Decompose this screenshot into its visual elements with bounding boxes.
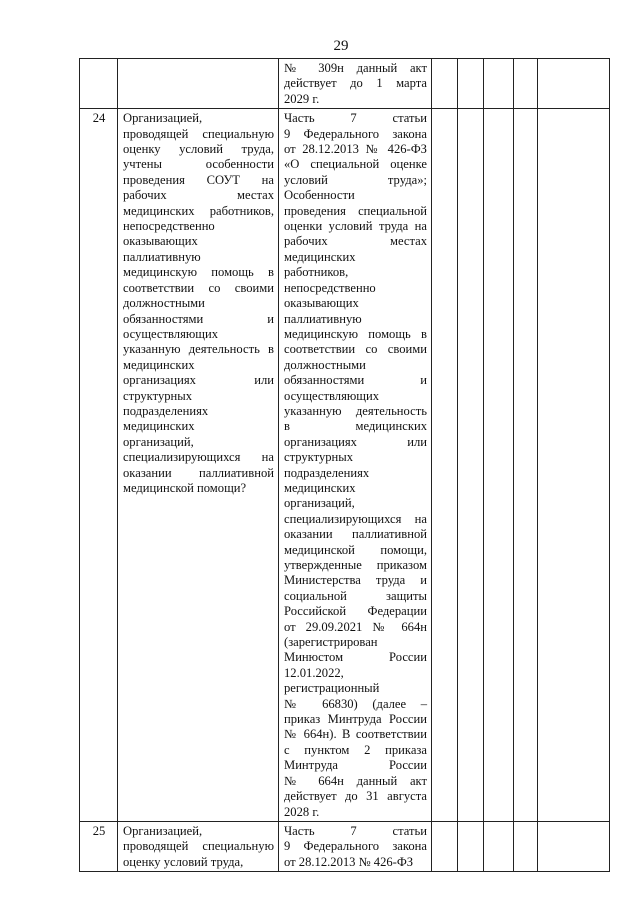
legal-reference-line: от 29.09.2021 № 664н — [284, 619, 427, 634]
legal-reference-line: оказывающих — [284, 296, 359, 311]
question-text-line: указанную деятельность в — [123, 342, 274, 357]
legal-reference-line: Особенности — [284, 188, 355, 203]
question-text — [118, 59, 279, 109]
legal-reference-line: с пунктом 2 приказа — [284, 742, 427, 757]
question-text — [118, 821, 279, 871]
question-text-line: организациях или — [123, 373, 274, 388]
answer-cell — [514, 59, 538, 109]
answer-cell — [432, 59, 458, 109]
answer-cell — [514, 821, 538, 871]
question-text-line: оценку условий труда, — [123, 142, 274, 157]
question-text-line: проводящей специальную — [123, 126, 274, 141]
answer-cell — [514, 109, 538, 822]
answer-cell — [484, 59, 514, 109]
row-number: 24 — [80, 109, 118, 822]
legal-reference-line: Часть 7 статьи — [284, 823, 427, 838]
question-text-line: специализирующихся на — [123, 450, 274, 465]
question-text-line: осуществляющих — [123, 326, 219, 341]
question-text-line: соответствии со своими — [123, 280, 274, 295]
legal-reference-line: непосредственно — [284, 280, 376, 295]
answer-cell — [484, 109, 514, 822]
page-number: 29 — [333, 38, 349, 54]
question-text-line: должностными — [123, 296, 205, 311]
legal-reference-line: паллиативную — [284, 311, 362, 326]
legal-reference-line: медицинской помощи, — [284, 542, 427, 557]
legal-reference-line: рабочих местах — [284, 234, 427, 249]
legal-reference-line: № 664н). В соответствии — [284, 727, 427, 742]
legal-reference-line: (зарегистрирован — [284, 635, 378, 650]
question-text-line: проведения СОУТ на — [123, 172, 274, 187]
question-text — [118, 109, 279, 822]
question-text-line: рабочих местах — [123, 188, 274, 203]
answer-cell — [432, 821, 458, 871]
question-text-line: проводящей специальную — [123, 839, 274, 854]
legal-reference-line: в медицинских — [284, 419, 427, 434]
legal-reference-line: № 66830) (далее – — [284, 696, 427, 711]
question-text-line: паллиативную — [123, 249, 201, 264]
legal-reference-line: Министерства труда и — [284, 573, 427, 588]
question-text-line: медицинской помощи? — [123, 480, 247, 495]
legal-reference-line: от 28.12.2013 № 426-ФЗ — [284, 142, 427, 157]
legal-reference-line: медицинскую помощь в — [284, 326, 427, 341]
legal-reference-line: 12.01.2022, — [284, 665, 344, 680]
question-text-line: медицинских — [123, 357, 195, 372]
legal-reference-line: 9 Федерального закона — [284, 839, 427, 854]
legal-reference-line: проведения специальной — [284, 203, 427, 218]
legal-reference-line: от 28.12.2013 № 426-ФЗ — [284, 854, 414, 869]
question-text-line: учтены особенности — [123, 157, 274, 172]
legal-reference-line: организаций, — [284, 496, 355, 511]
answer-cell — [538, 59, 610, 109]
legal-reference-line: организациях или — [284, 434, 427, 449]
legal-reference-line: подразделениях — [284, 465, 370, 480]
legal-reference-line: оценки условий труда на — [284, 219, 427, 234]
question-text-line: структурных — [123, 388, 193, 403]
legal-reference-line: медицинских — [284, 480, 356, 495]
question-text-line: медицинскую помощь в — [123, 265, 274, 280]
legal-reference-line: должностными — [284, 357, 366, 372]
legal-reference-line: структурных — [284, 450, 354, 465]
legal-reference — [279, 821, 432, 871]
question-text-line: подразделениях — [123, 403, 209, 418]
legal-reference-line: обязанностями и — [284, 373, 427, 388]
answer-cell — [458, 821, 484, 871]
legal-reference — [279, 109, 432, 822]
legal-reference-line: приказ Минтруда России — [284, 712, 427, 727]
legal-reference-line: работников, — [284, 265, 349, 280]
legal-reference-line: действует до 1 марта — [284, 76, 427, 91]
legal-reference-line: социальной защиты — [284, 588, 427, 603]
legal-reference-line: Минтруда России — [284, 758, 427, 773]
answer-cell — [538, 821, 610, 871]
legal-reference-line: указанную деятельность — [284, 403, 427, 418]
legal-reference-line: № 309н данный акт — [284, 61, 427, 75]
question-text-line: Организацией, — [123, 823, 203, 838]
answer-cell — [458, 59, 484, 109]
legal-reference-line: Часть 7 статьи — [284, 111, 427, 126]
legal-reference-line: специализирующихся на — [284, 511, 427, 526]
legal-reference-line: 9 Федерального закона — [284, 126, 427, 141]
question-text-line: Организацией, — [123, 111, 203, 126]
question-text-line: медицинских — [123, 419, 195, 434]
question-text-line: непосредственно — [123, 219, 215, 234]
legal-reference-line: регистрационный — [284, 681, 380, 696]
question-text-line: оказывающих — [123, 234, 198, 249]
legal-reference-line: медицинских — [284, 249, 356, 264]
answer-cell — [458, 109, 484, 822]
legal-reference-line: оказании паллиативной — [284, 527, 427, 542]
question-text-line: оценку условий труда, — [123, 854, 244, 869]
table-row — [80, 59, 610, 109]
legal-reference-line: № 664н данный акт — [284, 773, 427, 788]
question-text-line: медицинских работников, — [123, 203, 274, 218]
answer-cell — [538, 109, 610, 822]
table-row — [80, 821, 610, 871]
legal-reference-line: 2028 г. — [284, 804, 320, 819]
question-text-line: оказании паллиативной — [123, 465, 274, 480]
checklist-table — [79, 58, 610, 872]
legal-reference-line: Минюстом России — [284, 650, 427, 665]
legal-reference-line: осуществляющих — [284, 388, 380, 403]
legal-reference-line: условий труда»; — [284, 172, 427, 187]
table-row — [80, 109, 610, 822]
legal-reference-line: Российской Федерации — [284, 604, 427, 619]
legal-reference-line: соответствии со своими — [284, 342, 427, 357]
legal-reference-line: действует до 31 августа — [284, 789, 427, 804]
question-text-line: организаций, — [123, 434, 194, 449]
legal-reference-line: утвержденные приказом — [284, 558, 427, 572]
answer-cell — [432, 109, 458, 822]
legal-reference-line: «О специальной оценке — [284, 157, 427, 172]
question-text-line: обязанностями и — [123, 311, 274, 326]
legal-reference — [279, 59, 432, 109]
answer-cell — [484, 821, 514, 871]
row-number: 25 — [80, 821, 118, 871]
legal-reference-line: 2029 г. — [284, 91, 320, 106]
row-number — [80, 59, 118, 109]
